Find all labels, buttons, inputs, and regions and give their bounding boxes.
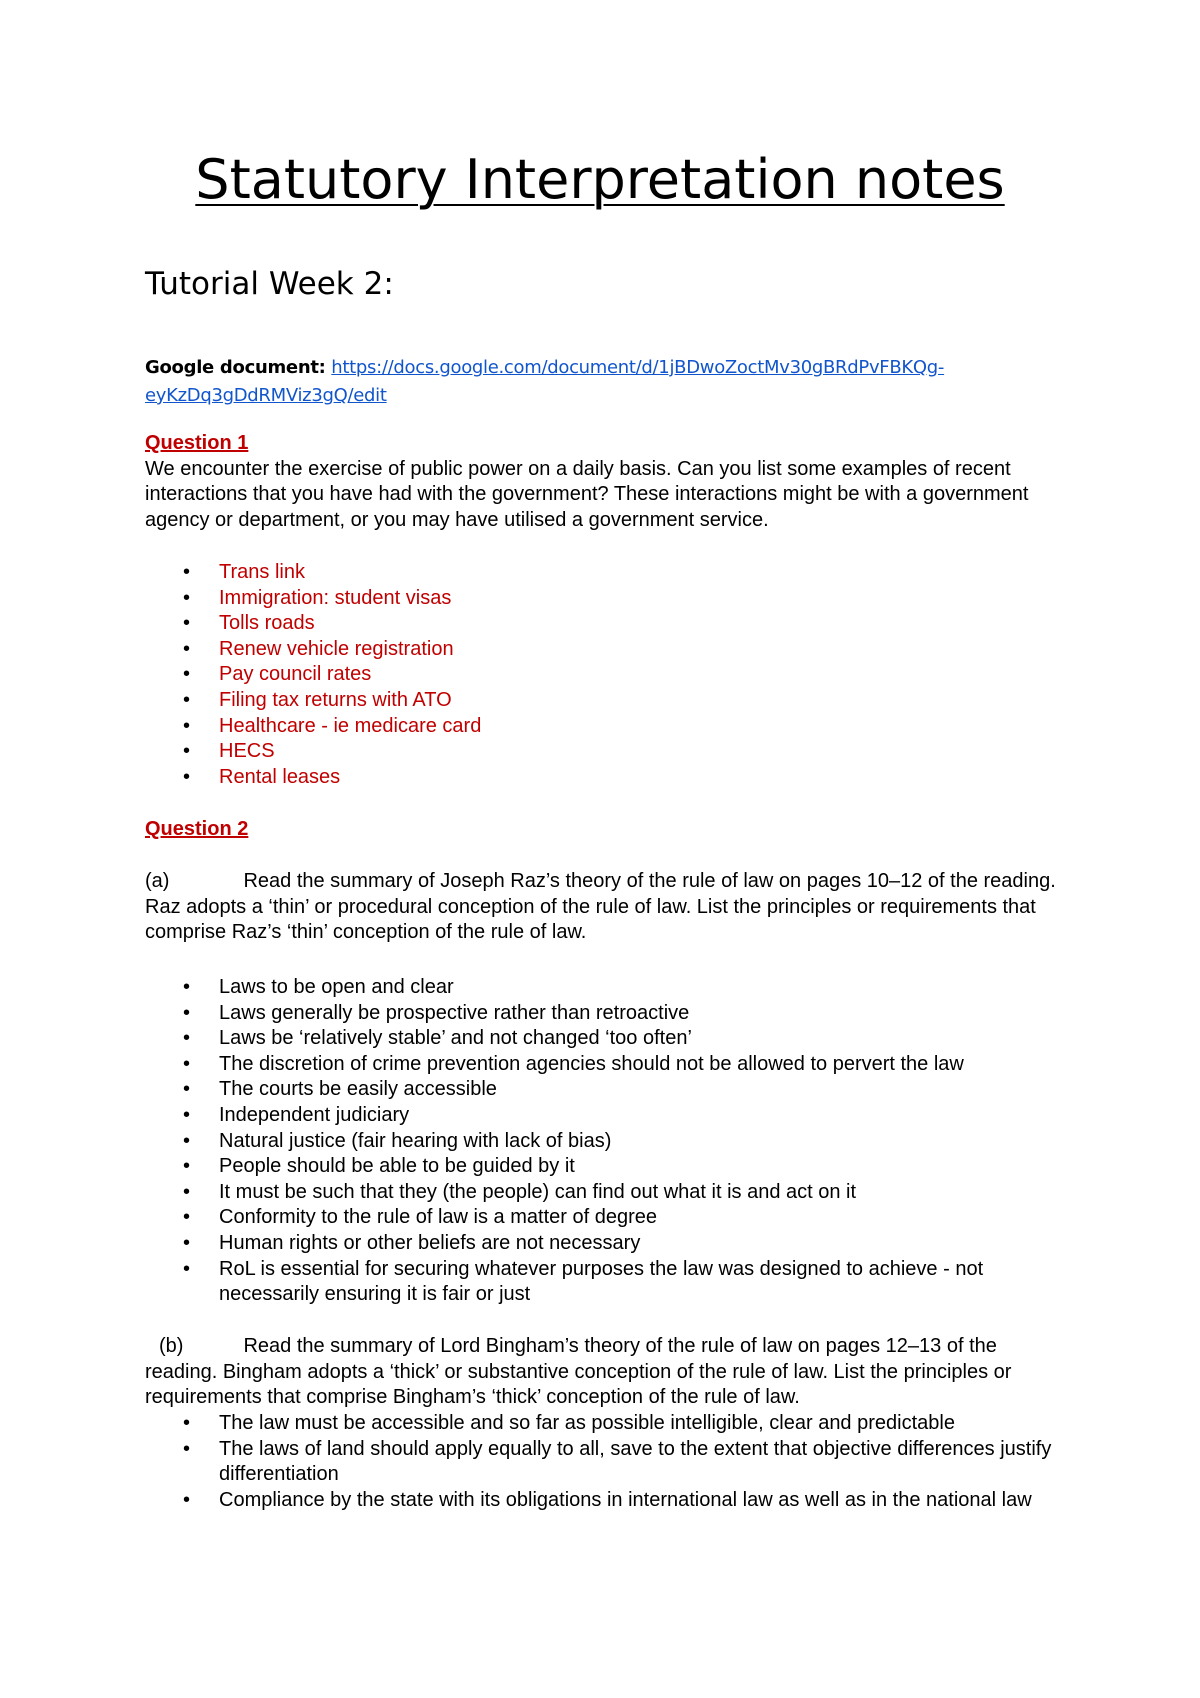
- list-item: • Renew vehicle registration: [145, 637, 1065, 663]
- list-item: • The law must be accessible and so far as possible intelligible, clear and predictable: [145, 1411, 1065, 1437]
- list-item: • Tolls roads: [145, 611, 1065, 637]
- question-2a-label: (a): [145, 870, 170, 892]
- question-2b-answers: [145, 1411, 1065, 1513]
- question-2-heading: Question 2: [145, 818, 249, 840]
- question-2b-answer-list: [145, 1411, 1065, 1513]
- list-item: • Laws be ‘relatively stable’ and not changed ‘too often’: [145, 1026, 1065, 1052]
- bullet-icon: •: [183, 1078, 191, 1101]
- google-document-url-line1: https://docs.google.com/document/d/1jBDwoZoctMv30gBRdPvFBKQg-: [331, 357, 945, 378]
- question-1-section: [145, 431, 1065, 533]
- bullet-icon: •: [183, 1257, 191, 1280]
- question-2a-block: [145, 869, 1065, 946]
- bullet-icon: •: [183, 1488, 191, 1511]
- question-2b-text: [145, 1334, 1065, 1411]
- google-document-line: [145, 354, 1045, 410]
- list-item: • Independent judiciary: [145, 1103, 1065, 1129]
- question-1-heading: Question 1: [145, 432, 249, 454]
- bullet-icon: •: [183, 586, 191, 609]
- list-item: • Conformity to the rule of law is a matter of degree: [145, 1205, 1065, 1231]
- list-item: • Trans link: [145, 560, 1065, 586]
- bullet-icon: •: [183, 1206, 191, 1229]
- document-title: Statutory Interpretation notes: [195, 148, 1005, 211]
- question-2a-answers: [145, 975, 1065, 1308]
- list-item: • Compliance by the state with its obligations in international law as well as in the national law: [145, 1488, 1065, 1514]
- list-item: • Natural justice (fair hearing with lack of bias): [145, 1129, 1065, 1155]
- bullet-icon: •: [183, 1412, 191, 1434]
- bullet-icon: •: [183, 976, 191, 998]
- list-item: • People should be able to be guided by it: [145, 1154, 1065, 1180]
- bullet-icon: •: [183, 1180, 191, 1203]
- question-2a-answer-list: [145, 975, 1065, 1308]
- bullet-icon: •: [183, 1027, 191, 1050]
- question-2-section: [145, 817, 1065, 843]
- bullet-icon: •: [183, 612, 191, 635]
- list-item: • The laws of land should apply equally to all, save to the extent that objective differences justify differentiation: [183, 1437, 1052, 1486]
- list-item: • Pay council rates: [145, 662, 1065, 688]
- question-2a-body: Read the summary of Joseph Raz’s theory of the rule of law on pages 10–12 of the reading. Raz adopts a ‘thin’ or procedural conception of the rule of law. List the principles or requirements that comprise Raz’s ‘thin’ conception of the rule of law.: [145, 870, 1056, 944]
- bullet-icon: •: [183, 1052, 191, 1075]
- list-item: • Human rights or other beliefs are not necessary: [145, 1231, 1065, 1257]
- list-item: • The discretion of crime prevention agencies should not be allowed to pervert the law: [145, 1052, 1065, 1078]
- list-item: • HECS: [145, 739, 1065, 765]
- list-item: • RoL is essential for securing whatever purposes the law was designed to achieve - not necessarily ensuring it is fair or just: [183, 1257, 984, 1306]
- bullet-icon: •: [183, 765, 191, 788]
- list-item: • Rental leases: [145, 765, 1065, 791]
- list-item: • Laws generally be prospective rather than retroactive: [145, 1001, 1065, 1027]
- google-document-url-line2: eyKzDq3gDdRMViz3gQ/edit: [145, 385, 387, 406]
- bullet-icon: •: [183, 1129, 191, 1152]
- bullet-icon: •: [183, 1437, 191, 1460]
- list-item: • Healthcare - ie medicare card: [145, 714, 1065, 740]
- list-item: • Immigration: student visas: [145, 586, 1065, 612]
- tutorial-subtitle: Tutorial Week 2:: [145, 266, 394, 302]
- question-2b-body: Read the summary of Lord Bingham’s theory of the rule of law on pages 12–13 of the reading. Bingham adopts a ‘thick’ or substantive conception of the rule of law. List the principles or requirements that comprise Bingham’s ‘thick’ conception of the rule of law.: [145, 1335, 1012, 1409]
- list-item: • The courts be easily accessible: [145, 1077, 1065, 1103]
- google-document-label: Google document:: [145, 357, 326, 378]
- bullet-icon: •: [183, 1001, 191, 1024]
- question-1-text: We encounter the exercise of public power on a daily basis. Can you list some examples of recent interactions that you have had with the government? These interactions might be with a government agency or department, or you may have utilised a government service.: [145, 457, 1029, 531]
- bullet-icon: •: [183, 740, 191, 763]
- bullet-icon: •: [183, 1155, 191, 1178]
- bullet-icon: •: [183, 688, 191, 711]
- bullet-icon: •: [183, 714, 191, 737]
- bullet-icon: •: [183, 663, 191, 686]
- question-2b-label: (b): [159, 1335, 184, 1357]
- list-item: • Laws to be open and clear: [145, 975, 1065, 1001]
- bullet-icon: •: [183, 637, 191, 660]
- question-2b-block: [145, 1334, 1065, 1411]
- bullet-icon: •: [183, 1231, 191, 1254]
- bullet-icon: •: [183, 561, 191, 583]
- question-1-answer-list: [145, 560, 1065, 790]
- bullet-icon: •: [183, 1103, 191, 1126]
- question-1-answers: [145, 560, 1065, 790]
- list-item: • It must be such that they (the people) can find out what it is and act on it: [145, 1180, 1065, 1206]
- list-item: • Filing tax returns with ATO: [145, 688, 1065, 714]
- question-2a-text: [145, 869, 1065, 946]
